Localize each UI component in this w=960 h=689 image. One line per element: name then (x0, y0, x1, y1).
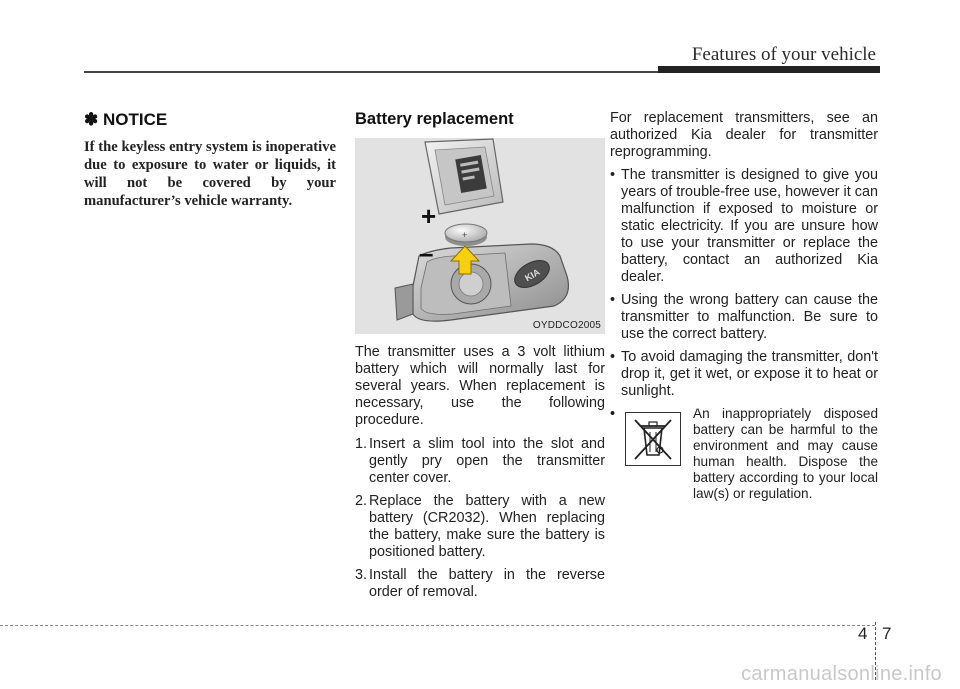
notice-body: If the keyless entry system is inoperative due to exposure to water or liquids, it will not be covered by your manufacturer’s vehicle warranty. (84, 139, 336, 209)
replacement-lead: For replacement transmitters, see an authorized Kia dealer for transmitter reprogramming. (610, 110, 878, 160)
key-fob-illustration (355, 138, 605, 334)
section-header-title: Features of your vehicle (691, 44, 876, 65)
replacement-steps (355, 436, 605, 601)
info-column (610, 110, 878, 502)
page-number: 7 (882, 624, 892, 643)
battery-column (355, 110, 605, 607)
step-text: Replace the battery with a new battery (CR2032). When replacing the battery, make sure the battery is positioned battery. (369, 493, 605, 560)
bullet-symbol: • (610, 406, 616, 422)
bullet-text: To avoid damaging the transmitter, don't drop it, get it wet, or expose it to heat or sunlight. (621, 349, 878, 399)
step-number: 1. (355, 436, 368, 452)
chapter-number: 4 (858, 624, 868, 643)
header-rule-accent (658, 66, 880, 73)
crossed-out-bin-icon (625, 412, 681, 466)
figure-minus-label: – (419, 238, 434, 268)
bullet-symbol: • (610, 349, 616, 365)
bullet-text: Using the wrong battery can cause the transmitter to malfunction. Be sure to use the correct battery. (621, 292, 878, 342)
step-number: 2. (355, 493, 368, 509)
notice-title: ✽ NOTICE (84, 110, 168, 129)
battery-plus-mark: + (462, 230, 468, 240)
figure-code: OYDDCO2005 (532, 320, 601, 331)
info-bullets (610, 167, 878, 400)
bullet-text: The transmitter is designed to give you years of trouble-free use, however it can malfunction if exposed to moisture or static electricity. If you are unsure how to use your transmitter or replace the battery, contact an authorized Kia dealer. (621, 167, 878, 285)
disposal-text: An inappropriately disposed battery can be harmful to the environment and may cause human health. Dispose the battery according to your local law(s) or regulation. (693, 406, 878, 501)
figure-plus-label: + (421, 201, 437, 231)
watermark: carmanualsonline.info (741, 663, 942, 685)
battery-intro: The transmitter uses a 3 volt lithium battery which will normally last for several years. When replacement is necessary, use the following procedure. (355, 344, 605, 428)
kia-logo-text: KIA (523, 266, 542, 284)
bullet-symbol: • (610, 292, 616, 308)
step-number: 3. (355, 567, 368, 583)
step-text: Insert a slim tool into the slot and gently pry open the transmitter center cover. (369, 436, 605, 486)
transmitter-cover (425, 139, 503, 214)
step-item (355, 493, 605, 561)
battery-title: Battery replacement (355, 110, 514, 128)
bullet-item (610, 292, 878, 343)
battery-figure (355, 138, 605, 334)
footer-rule (0, 625, 875, 626)
step-item (355, 567, 605, 601)
step-item (355, 436, 605, 487)
step-text: Install the battery in the reverse order of removal. (369, 567, 605, 600)
bullet-item (610, 167, 878, 286)
bullet-symbol: • (610, 167, 616, 183)
notice-column (84, 110, 336, 210)
bullet-item (610, 349, 878, 400)
disposal-warning (610, 406, 878, 502)
